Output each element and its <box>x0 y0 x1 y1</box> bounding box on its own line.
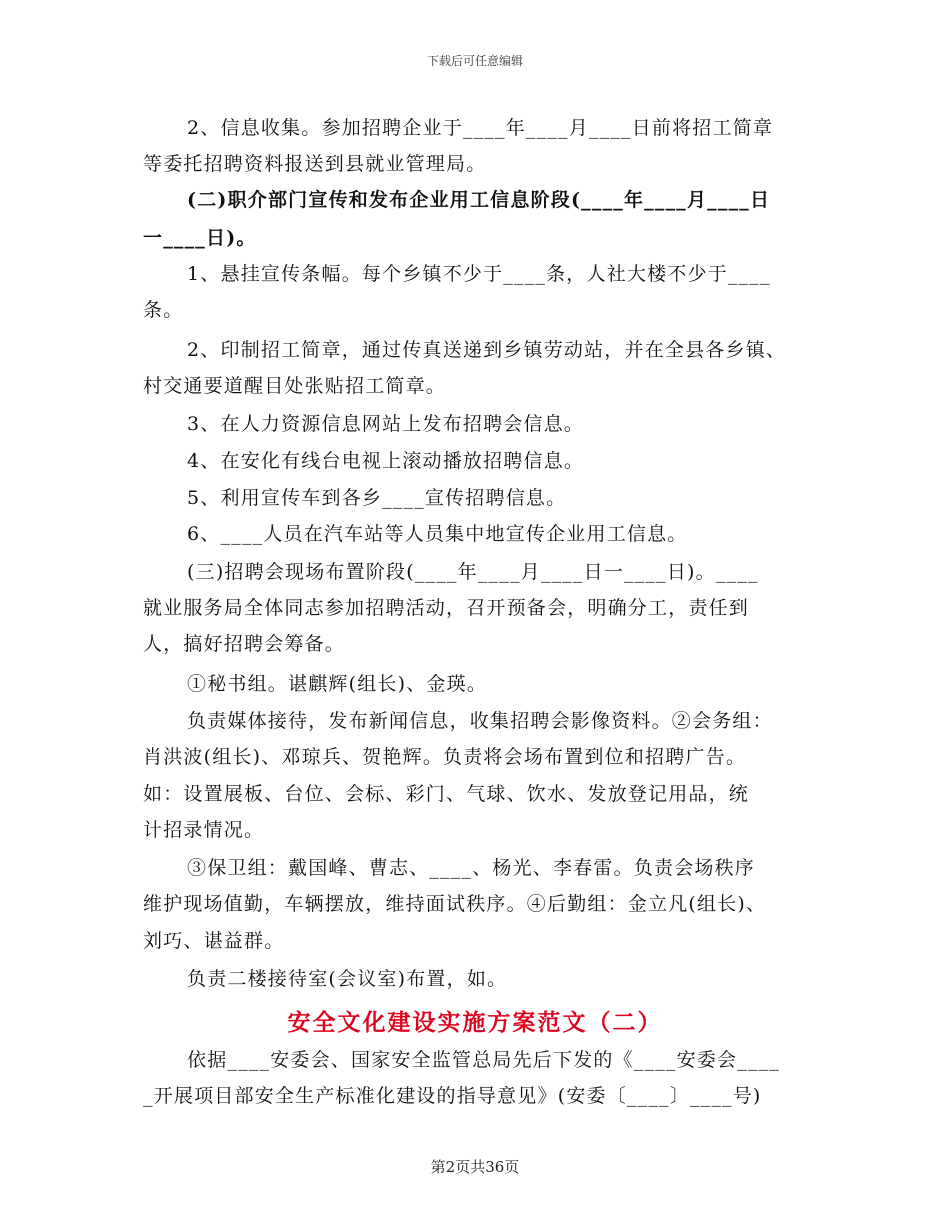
paragraph-line: 计招录情况。 <box>143 819 265 841</box>
paragraph-line: 3、在人力资源信息网站上发布招聘会信息。 <box>187 413 585 435</box>
paragraph-line: 2、印制招工简章，通过传真送递到乡镇劳动站，并在全县各乡镇、 <box>187 339 787 361</box>
paragraph-line: 6、____人员在汽车站等人员集中地宣传企业用工信息。 <box>187 523 688 545</box>
paragraph-line: (三)招聘会现场布置阶段(____年____月____日一____日)。____ <box>187 561 759 583</box>
paragraph-line: 等委托招聘资料报送到县就业管理局。 <box>143 153 487 175</box>
paragraph-line: 4、在安化有线台电视上滚动播放招聘信息。 <box>187 450 585 472</box>
paragraph-line: 依据____安委会、国家安全监管总局先后下发的《____安委会____ <box>187 1049 781 1071</box>
section-title: 安全文化建设实施方案范文（二） <box>287 1009 663 1036</box>
page-header: 下载后可任意编辑 <box>426 54 523 68</box>
paragraph-line: 负责二楼接待室(会议室)布置，如。 <box>187 968 508 990</box>
paragraph-line: 1、悬挂宣传条幅。每个乡镇不少于____条，人社大楼不少于____ <box>187 263 771 285</box>
paragraph-line: 负责媒体接待，发布新闻信息，收集招聘会影像资料。②会务组： <box>187 710 773 732</box>
paragraph-line: 如：设置展板、台位、会标、彩门、气球、饮水、发放登记用品，统 <box>143 783 750 805</box>
paragraph-line: 就业服务局全体同志参加招聘活动，召开预备会，明确分工，责任到 <box>143 597 750 619</box>
paragraph-line: 维护现场值勤，车辆摆放，维持面试秩序。④后勤组：金立凡(组长)、 <box>143 893 767 915</box>
section-heading-line: 一____日)。 <box>143 227 257 249</box>
paragraph-line: _开展项目部安全生产标准化建设的指导意见》(安委〔____〕____号) <box>143 1085 762 1107</box>
section-heading-line: (二)职介部门宣传和发布企业用工信息阶段(____年____月____日 <box>187 189 771 211</box>
paragraph-line: 条。 <box>143 299 184 321</box>
paragraph-line: ①秘书组。谌麒辉(组长)、金瑛。 <box>187 673 488 695</box>
paragraph-line: 村交通要道醒目处张贴招工简章。 <box>143 375 447 397</box>
paragraph-line: 刘巧、谌益群。 <box>143 930 285 952</box>
paragraph-line: 人，搞好招聘会筹备。 <box>143 633 346 655</box>
paragraph-line: 2、信息收集。参加招聘企业于____年____月____日前将招工简章 <box>187 117 774 139</box>
paragraph-line: 肖洪波(组长)、邓琼兵、贺艳辉。负责将会场布置到位和招聘广告。 <box>143 746 747 768</box>
paragraph-line: ③保卫组：戴国峰、曹志、____、杨光、李春雷。负责会场秩序 <box>187 857 756 879</box>
paragraph-line: 5、利用宣传车到各乡____宣传招聘信息。 <box>187 487 567 509</box>
page-footer: 第2页共36页 <box>430 1158 520 1176</box>
